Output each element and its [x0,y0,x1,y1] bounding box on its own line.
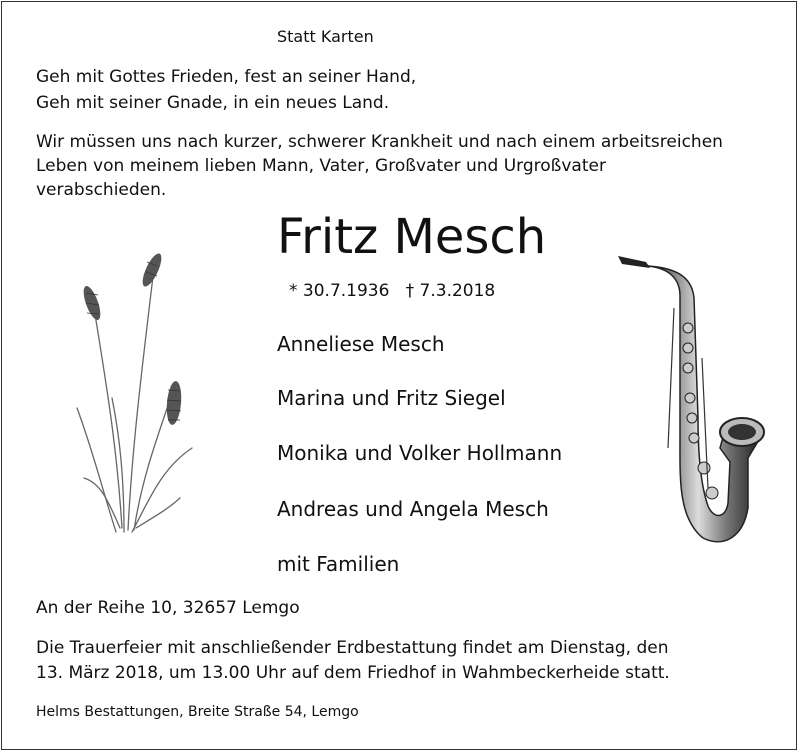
undertaker: Helms Bestattungen, Breite Straße 54, Lemgo [36,704,359,720]
header-statt-karten: Statt Karten [277,27,374,46]
verse-line: Geh mit seiner Gnade, in ein neues Land. [36,93,390,113]
deceased-name: Fritz Mesch [277,209,547,265]
intro-line: Leben von meinem lieben Mann, Vater, Großvater und Urgroßvater [36,156,606,176]
life-dates: * 30.7.1936 † 7.3.2018 [289,281,496,301]
mourner: Monika und Volker Hollmann [277,441,563,465]
mourner: Anneliese Mesch [277,332,445,356]
verse-line: Geh mit Gottes Frieden, fest an seiner Hand, [36,67,417,87]
funeral-info [36,636,670,686]
mourner: mit Familien [277,552,400,576]
verse [36,64,416,116]
funeral-line: Die Trauerfeier mit anschließender Erdbestattung findet am Dienstag, den [36,638,669,658]
funeral-line: 13. März 2018, um 13.00 Uhr auf dem Friedhof in Wahmbeckerheide statt. [36,663,670,683]
address: An der Reihe 10, 32657 Lemgo [36,598,300,618]
mourner: Marina und Fritz Siegel [277,386,506,410]
intro-text [36,130,723,202]
saxophone-icon [608,248,768,548]
mourner: Andreas und Angela Mesch [277,497,549,521]
wheat-ears-icon [62,248,212,538]
intro-line: verabschieden. [36,180,167,200]
intro-line: Wir müssen uns nach kurzer, schwerer Krankheit und nach einem arbeitsreichen [36,132,723,152]
